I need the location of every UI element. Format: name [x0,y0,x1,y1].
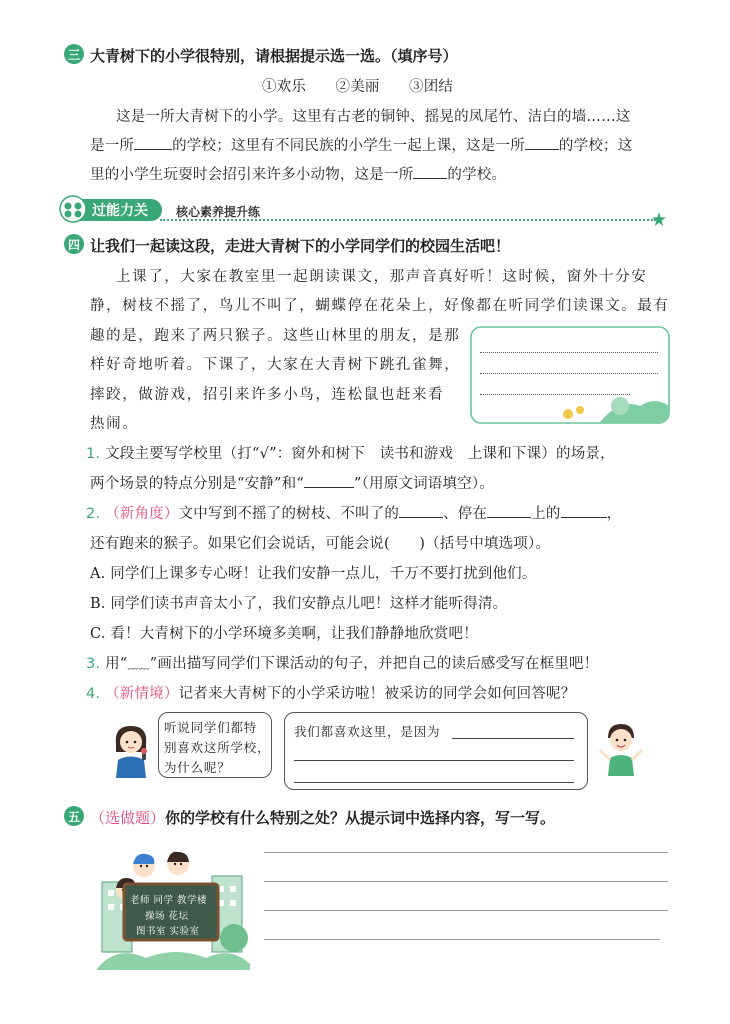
text: 两个场景的特点分别是“安静”和“ [90,476,304,492]
reporter-girl-illustration [108,722,154,778]
writing-line[interactable] [264,939,660,940]
question-1-line-1 [86,442,615,463]
passage-line-5: 摔跤，做游戏，招引来许多小鸟，连松鼠也赶来看 [90,387,445,403]
board-line-3: 图书室 实验室 [136,926,200,937]
section-3-paragraph-line-1: 这是一所大青树下的小学。这里有古老的铜钟、摇晃的凤尾竹、洁白的墙……这 [116,109,631,125]
answer-blank[interactable] [525,135,559,151]
question-tag: （新情境） [105,686,179,702]
star-icon [652,212,666,226]
box-line [480,373,658,374]
text: 里的小学生玩耍时会招引来许多小动物，这是一所 [90,167,414,183]
option-a: A. 同学们上课多专心呀！让我们安静一点儿，千万不要打扰到他们。 [90,566,537,582]
reporter-line-2: 别喜欢这所学校， [164,740,271,755]
section-3-paragraph-line-3 [90,163,506,184]
question-number: 3. [86,656,101,672]
writing-line[interactable] [264,852,668,853]
answer-blank[interactable] [487,503,531,519]
section-4-heading: 让我们一起读这段，走进大青树下的小学同学们的校园生活吧！ [90,237,511,255]
reporter-line-1: 听说同学们都特 [164,720,258,735]
box-line [480,394,630,395]
question-tag: （选做题） [90,809,166,827]
board-line-2: 操场 花坛 [145,911,189,922]
question-1-line-2 [90,472,494,493]
question-number: 2. [86,506,101,522]
option-b: B. 同学们读书声音太小了，我们安静点儿吧！这样才能听得清。 [90,596,508,612]
section-3-options: ①欢乐 ②美丽 ③团结 [262,79,454,95]
answer-prompt: 我们都喜欢这里，是因为 [294,724,441,739]
flower-icon [56,194,90,224]
answer-blank[interactable] [134,135,172,151]
answer-line[interactable] [294,782,574,783]
passage-line-4: 样好奇地听着。下课了，大家在大青树下跳孔雀舞， [90,357,461,373]
banner-rule [160,219,656,221]
text: 是一所 [90,138,135,154]
banner-title: 过能力关 [92,203,148,219]
passage-line-3: 趣的是，跑来了两只猴子。这些山林里的朋友，是那 [90,328,461,344]
board-line-1: 老师 同学 教学楼 [130,895,208,906]
wavy-line-icon: ﹏﹏ [127,658,150,671]
question-3 [86,652,598,673]
section-3-heading: 大青树下的小学很特别，请根据提示选一选。（填序号） [90,47,458,65]
text: 用“ [105,656,128,672]
answer-blank[interactable] [413,164,447,180]
writing-line[interactable] [264,910,668,911]
question-2-line-1 [86,502,621,523]
text: 的学校。 [447,167,507,183]
passage-line-6: 热闹。 [90,416,139,432]
text: ， [606,506,622,522]
text: ”画出描写同学们下课活动的句子，并把自己的读后感受写在框里吧！ [149,656,599,672]
box-line [480,352,658,353]
text: 上的 [531,506,561,522]
feelings-writing-box[interactable] [470,326,670,424]
section-5-heading [90,807,555,828]
text: 的学校；这里有不同民族的小学生一起上课，这是一所 [172,138,525,154]
question-2-line-2: 还有跑来的猴子。如果它们会说话，可能会说( )（括号中填选项）。 [90,536,551,552]
text: 你的学校有什么特别之处？从提示词中选择内容，写一写。 [165,809,556,827]
section-5-badge: 五 [64,806,84,826]
reporter-line-3: 为什么呢？ [164,760,231,775]
banner-subtitle: 核心素养提升练 [176,205,261,219]
question-4 [86,682,575,703]
answer-blank[interactable] [399,503,443,519]
section-3-badge: 三 [64,44,84,64]
text: 文段主要写学校里（打“√”：窗外和树下 读书和游戏 上课和下课）的场景， [105,446,615,462]
option-c: C. 看！大青树下的小学环境多美啊，让我们静静地欣赏吧！ [90,626,478,642]
text: 、停在 [443,506,488,522]
answer-line[interactable] [452,738,574,739]
passage-line-1: 上课了，大家在教室里一起朗读课文，那声音真好听！这时候，窗外十分安 [116,269,648,285]
passage-line-2: 静，树枝不摇了，鸟儿不叫了，蝴蝶停在花朵上，好像都在听同学们读课文。最有 [90,298,670,314]
question-number: 4. [86,686,101,702]
writing-line[interactable] [264,881,668,882]
text: 的学校；这 [558,138,633,154]
section-3-paragraph-line-2 [90,134,632,155]
text: 记者来大青树下的小学采访啦！被采访的同学会如何回答呢？ [178,686,576,702]
student-boy-illustration [598,720,644,776]
question-number: 1. [86,446,101,462]
answer-blank[interactable] [304,473,354,489]
text: 文中写到不摇了的树枝、不叫了的 [178,506,400,522]
section-4-badge: 四 [64,234,84,254]
answer-blank[interactable] [561,503,607,519]
text: ”（用原文词语填空）。 [353,476,495,492]
question-tag: （新角度） [105,506,179,522]
answer-line[interactable] [294,760,574,761]
